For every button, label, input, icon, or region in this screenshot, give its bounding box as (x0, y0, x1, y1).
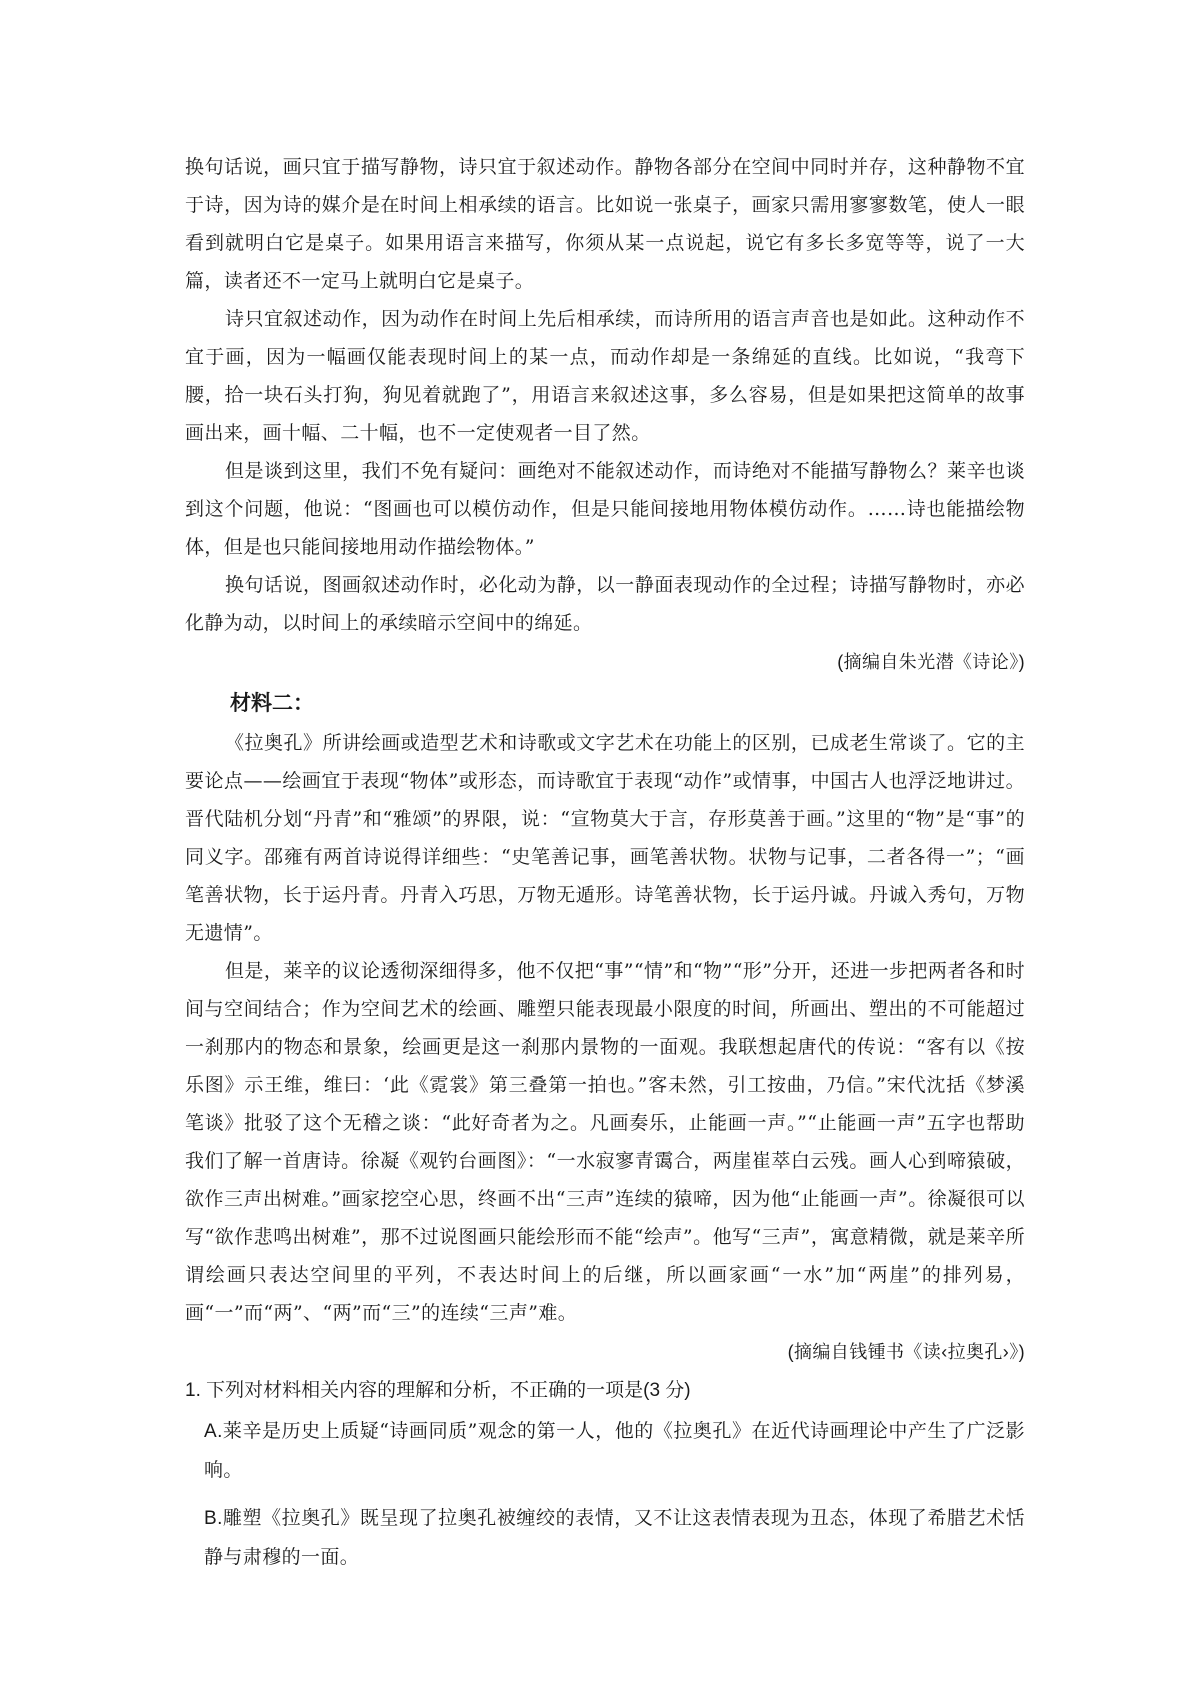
document-page (185, 148, 1025, 1576)
material1-paragraph-3: 但是谈到这里，我们不免有疑问：画绝对不能叙述动作，而诗绝对不能描写静物么？莱辛也谈到这个问题，他说：“图画也可以模仿动作，但是只能间接地用物体模仿动作。……诗也能描绘物体，但是也只能间接地用动作描绘物体。” (185, 460, 1025, 558)
material2-paragraph-2: 但是，莱辛的议论透彻深细得多，他不仅把“事”“情”和“物”“形”分开，还进一步把两者各和时间与空间结合；作为空间艺术的绘画、雕塑只能表现最小限度的时间，所画出、塑出的不可能超过一刹那内的物态和景象，绘画更是这一刹那内景物的一面观。我联想起唐代的传说：“客有以《按乐图》示王维，维曰：‘此《霓裳》第三叠第一拍也。”客未然，引工按曲，乃信。”宋代沈括《梦溪笔谈》批驳了这个无稽之谈：“此好奇者为之。凡画奏乐，止能画一声。”“止能画一声”五字也帮助我们了解一首唐诗。徐凝《观钓台画图》：“一水寂寥青霭合，两崖崔萃白云残。画人心到啼猿破，欲作三声出树难。”画家挖空心思，终画不出“三声”连续的猿啼，因为他“止能画一声”。徐凝很可以写“欲作悲鸣出树难”，那不过说图画只能绘形而不能“绘声”。他写“三声”，寓意精微，就是莱辛所谓绘画只表达空间里的平列，不表达时间上的后继，所以画家画“一水”加“两崖”的排列易，画“一”而“两”、“两”而“三”的连续“三声”难。 (185, 960, 1025, 1324)
material1-paragraph-1: 换句话说，画只宜于描写静物，诗只宜于叙述动作。静物各部分在空间中同时并存，这种静物不宜于诗，因为诗的媒介是在时间上相承续的语言。比如说一张桌子，画家只需用寥寥数笔，使人一眼看到就明白它是桌子。如果用语言来描写，你须从某一点说起，说它有多长多宽等等，说了一大篇，读者还不一定马上就明白它是桌子。 (185, 156, 1025, 292)
material1-paragraph-2: 诗只宜叙述动作，因为动作在时间上先后相承续，而诗所用的语言声音也是如此。这种动作不宜于画，因为一幅画仅能表现时间上的某一点，而动作却是一条绵延的直线。比如说，“我弯下腰，拾一块石头打狗，狗见着就跑了”，用语言来叙述这事，多么容易，但是如果把这简单的故事画出来，画十幅、二十幅，也不一定使观者一目了然。 (185, 308, 1025, 444)
question-1-stem: 1. 下列对材料相关内容的理解和分析，不正确的一项是(3 分) (185, 1380, 691, 1401)
material1-paragraph-4: 换句话说，图画叙述动作时，必化动为静，以一静面表现动作的全过程；诗描写静物时，亦必化静为动，以时间上的承续暗示空间中的绵延。 (185, 574, 1025, 634)
material1-source: (摘编自朱光潜《诗论》) (837, 652, 1025, 672)
option-a-text: 莱辛是历史上质疑“诗画同质”观念的第一人，他的《拉奥孔》在近代诗画理论中产生了广泛影响。 (204, 1420, 1025, 1481)
material2-source: (摘编自钱锺书《读‹拉奥孔›》) (787, 1342, 1025, 1362)
option-b-label: B. (204, 1508, 223, 1529)
option-a-label: A. (204, 1421, 223, 1442)
question-1-option-b (185, 1499, 1025, 1576)
question-1-option-a (185, 1412, 1025, 1489)
material2-title: 材料二： (230, 692, 314, 715)
material2-paragraph-1: 《拉奥孔》所讲绘画或造型艺术和诗歌或文字艺术在功能上的区别，已成老生常谈了。它的主要论点——绘画宜于表现“物体”或形态，而诗歌宜于表现“动作”或情事，中国古人也浮泛地讲过。晋代陆机分划“丹青”和“雅颂”的界限，说：“宣物莫大于言，存形莫善于画。”这里的“物”是“事”的同义字。邵雍有两首诗说得详细些：“史笔善记事，画笔善状物。状物与记事，二者各得一”；“画笔善状物，长于运丹青。丹青入巧思，万物无遁形。诗笔善状物，长于运丹诚。丹诚入秀句，万物无遗情”。 (185, 732, 1025, 944)
option-b-text: 雕塑《拉奥孔》既呈现了拉奥孔被缠绞的表情，又不让这表情表现为丑态，体现了希腊艺术恬静与肃穆的一面。 (204, 1507, 1025, 1568)
